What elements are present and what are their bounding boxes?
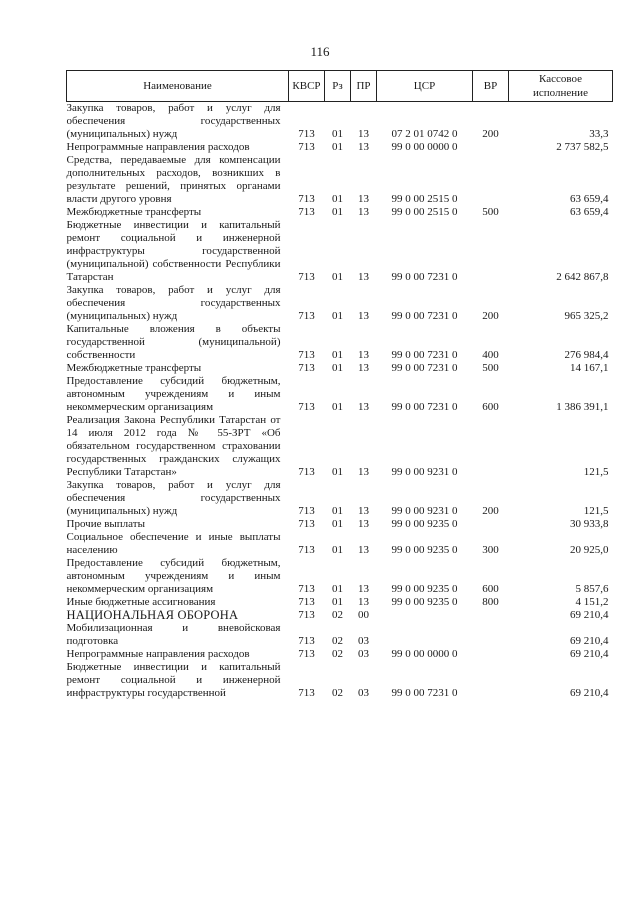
row-name: Межбюджетные трансферты [66, 362, 202, 374]
row-sum: 33,3 [589, 128, 609, 140]
row-kvsr: 713 [298, 609, 315, 621]
row-rz: 01 [332, 544, 343, 556]
row-pr: 13 [358, 362, 369, 374]
row-name: Межбюджетные трансферты [66, 206, 202, 218]
row-kvsr: 713 [298, 648, 315, 660]
row-kvsr: 713 [298, 193, 315, 205]
row-vr: 200 [482, 310, 499, 322]
row-rz: 01 [332, 583, 343, 595]
row-kvsr: 713 [298, 466, 315, 478]
table-row [67, 141, 613, 154]
row-rz: 01 [332, 193, 343, 205]
header-rz: Рз [325, 71, 351, 102]
row-pr: 13 [358, 193, 369, 205]
table-row [67, 609, 613, 622]
row-name: Закупка товаров, работ и услуг для обеспечения государственных (муниципальных) нужд [66, 284, 281, 322]
table-row [67, 479, 613, 518]
row-csr: 99 0 00 9235 0 [391, 518, 458, 530]
row-name: Закупка товаров, работ и услуг для обеспечения государственных (муниципальных) нужд [66, 479, 281, 517]
row-csr: 99 0 00 9235 0 [391, 596, 458, 608]
row-sum: 121,5 [583, 505, 609, 517]
row-pr: 03 [358, 648, 369, 660]
row-csr: 07 2 01 0742 0 [391, 128, 458, 140]
row-rz: 01 [332, 518, 343, 530]
header-pr: ПР [351, 71, 377, 102]
header-csr: ЦСР [377, 71, 473, 102]
row-vr [473, 219, 509, 284]
row-sum: 1 386 391,1 [556, 401, 609, 413]
row-rz: 01 [332, 206, 343, 218]
row-kvsr: 713 [298, 310, 315, 322]
row-kvsr: 713 [298, 271, 315, 283]
row-pr: 03 [358, 635, 369, 647]
row-csr: 99 0 00 7231 0 [391, 362, 458, 374]
row-sum: 63 659,4 [570, 193, 609, 205]
row-sum: 20 925,0 [570, 544, 609, 556]
row-csr: 99 0 00 7231 0 [391, 687, 458, 699]
row-kvsr: 713 [298, 206, 315, 218]
row-csr: 99 0 00 7231 0 [391, 271, 458, 283]
row-vr [473, 518, 509, 531]
row-csr: 99 0 00 7231 0 [391, 401, 458, 413]
row-pr: 13 [358, 310, 369, 322]
row-csr: 99 0 00 9231 0 [391, 466, 458, 478]
row-name: Социальное обеспечение и иные выплаты населению [66, 531, 281, 556]
row-sum: 69 210,4 [570, 609, 609, 621]
row-sum: 276 984,4 [564, 349, 609, 361]
row-vr: 800 [482, 596, 499, 608]
row-rz: 01 [332, 362, 343, 374]
row-pr: 13 [358, 128, 369, 140]
row-rz: 01 [332, 128, 343, 140]
table-row [67, 323, 613, 362]
row-kvsr: 713 [298, 505, 315, 517]
header-vr: ВР [473, 71, 509, 102]
row-rz: 02 [332, 648, 343, 660]
table-row [67, 414, 613, 479]
row-vr: 500 [482, 206, 499, 218]
row-vr [473, 414, 509, 479]
row-sum: 14 167,1 [570, 362, 609, 374]
row-name: Непрограммные направления расходов [66, 648, 250, 660]
row-pr: 13 [358, 518, 369, 530]
row-name: Средства, передаваемые для компенсации дополнительных расходов, возникших в результате решений, принятых органами власти другого уровня [66, 154, 281, 205]
row-name: Бюджетные инвестиции и капитальный ремонт социальной и инженерной инфраструктуры государственной (муниципальной) собственности Республики Татарстан [66, 219, 281, 283]
row-pr: 13 [358, 544, 369, 556]
row-csr [377, 622, 473, 648]
row-vr: 200 [482, 505, 499, 517]
row-kvsr: 713 [298, 362, 315, 374]
row-vr: 200 [482, 128, 499, 140]
row-kvsr: 713 [298, 687, 315, 699]
row-pr: 13 [358, 206, 369, 218]
table-header [67, 71, 613, 102]
header-name: Наименование [67, 71, 289, 102]
row-csr [377, 609, 473, 622]
row-sum: 30 933,8 [570, 518, 609, 530]
row-kvsr: 713 [298, 141, 315, 153]
table-row [67, 531, 613, 557]
row-vr: 600 [482, 583, 499, 595]
row-pr: 13 [358, 466, 369, 478]
budget-table [66, 70, 613, 700]
row-csr: 99 0 00 9235 0 [391, 544, 458, 556]
row-rz: 02 [332, 609, 343, 621]
row-sum: 2 737 582,5 [556, 141, 609, 153]
table-body [67, 102, 613, 701]
row-sum: 965 325,2 [564, 310, 609, 322]
row-name: Прочие выплаты [66, 518, 145, 530]
table-row [67, 206, 613, 219]
row-name: Непрограммные направления расходов [66, 141, 250, 153]
row-rz: 01 [332, 505, 343, 517]
row-rz: 01 [332, 401, 343, 413]
row-rz: 02 [332, 687, 343, 699]
row-csr: 99 0 00 2515 0 [391, 193, 458, 205]
row-vr [473, 661, 509, 700]
row-vr: 600 [482, 401, 499, 413]
row-vr [473, 154, 509, 206]
row-name: Закупка товаров, работ и услуг для обеспечения государственных (муниципальных) нужд [66, 102, 281, 140]
row-name: Предоставление субсидий бюджетным, автономным учреждениям и иным некоммерческим организациям [66, 375, 281, 413]
row-vr [473, 648, 509, 661]
row-kvsr: 713 [298, 349, 315, 361]
row-vr: 400 [482, 349, 499, 361]
row-sum: 69 210,4 [570, 635, 609, 647]
row-csr: 99 0 00 9231 0 [391, 505, 458, 517]
table-row [67, 622, 613, 648]
row-pr: 13 [358, 596, 369, 608]
table-row [67, 661, 613, 700]
row-csr: 99 0 00 2515 0 [391, 206, 458, 218]
row-name: Предоставление субсидий бюджетным, автономным учреждениям и иным некоммерческим организациям [66, 557, 281, 595]
row-name: Иные бюджетные ассигнования [66, 596, 216, 608]
table-row [67, 375, 613, 414]
row-rz: 01 [332, 349, 343, 361]
row-pr: 00 [358, 609, 369, 621]
row-sum: 4 151,2 [575, 596, 609, 608]
row-pr: 13 [358, 349, 369, 361]
row-name: Мобилизационная и вневойсковая подготовка [66, 622, 281, 647]
row-csr: 99 0 00 0000 0 [391, 648, 458, 660]
row-pr: 13 [358, 401, 369, 413]
row-kvsr: 713 [298, 583, 315, 595]
header-kvsr: КВСР [289, 71, 325, 102]
row-pr: 13 [358, 141, 369, 153]
row-sum: 121,5 [583, 466, 609, 478]
header-sum: Кассовое исполнение [509, 71, 613, 102]
row-pr: 13 [358, 271, 369, 283]
table-row [67, 648, 613, 661]
row-csr: 99 0 00 7231 0 [391, 349, 458, 361]
row-rz: 02 [332, 635, 343, 647]
row-vr [473, 609, 509, 622]
table-row [67, 284, 613, 323]
row-kvsr: 713 [298, 518, 315, 530]
row-sum: 5 857,6 [575, 583, 609, 595]
row-pr: 03 [358, 687, 369, 699]
row-vr [473, 141, 509, 154]
row-sum: 69 210,4 [570, 648, 609, 660]
row-kvsr: 713 [298, 128, 315, 140]
row-kvsr: 713 [298, 401, 315, 413]
row-name: Реализация Закона Республики Татарстан от 14 июля 2012 года № 55-ЗРТ «Об обязательном государственном страховании государственных гражданских служащих Республики Татарстан» [66, 414, 281, 478]
row-vr [473, 622, 509, 648]
row-pr: 13 [358, 583, 369, 595]
row-sum: 69 210,4 [570, 687, 609, 699]
table-row [67, 557, 613, 596]
row-vr: 300 [482, 544, 499, 556]
table-row [67, 154, 613, 206]
row-kvsr: 713 [298, 596, 315, 608]
table-row [67, 518, 613, 531]
row-sum: 63 659,4 [570, 206, 609, 218]
row-rz: 01 [332, 271, 343, 283]
row-csr: 99 0 00 0000 0 [391, 141, 458, 153]
row-name: Капитальные вложения в объекты государственной (муниципальной) собственности [66, 323, 281, 361]
row-rz: 01 [332, 141, 343, 153]
page-number: 116 [310, 44, 330, 59]
row-csr: 99 0 00 9235 0 [391, 583, 458, 595]
row-name: Бюджетные инвестиции и капитальный ремонт социальной и инженерной инфраструктуры государственной [66, 661, 281, 699]
row-rz: 01 [332, 310, 343, 322]
row-rz: 01 [332, 596, 343, 608]
row-vr: 500 [482, 362, 499, 374]
row-kvsr: 713 [298, 544, 315, 556]
table-row [67, 102, 613, 142]
table-row [67, 219, 613, 284]
row-rz: 01 [332, 466, 343, 478]
row-name: НАЦИОНАЛЬНАЯ ОБОРОНА [66, 608, 239, 622]
row-pr: 13 [358, 505, 369, 517]
row-sum: 2 642 867,8 [556, 271, 609, 283]
row-csr: 99 0 00 7231 0 [391, 310, 458, 322]
table-row [67, 362, 613, 375]
row-kvsr: 713 [298, 635, 315, 647]
